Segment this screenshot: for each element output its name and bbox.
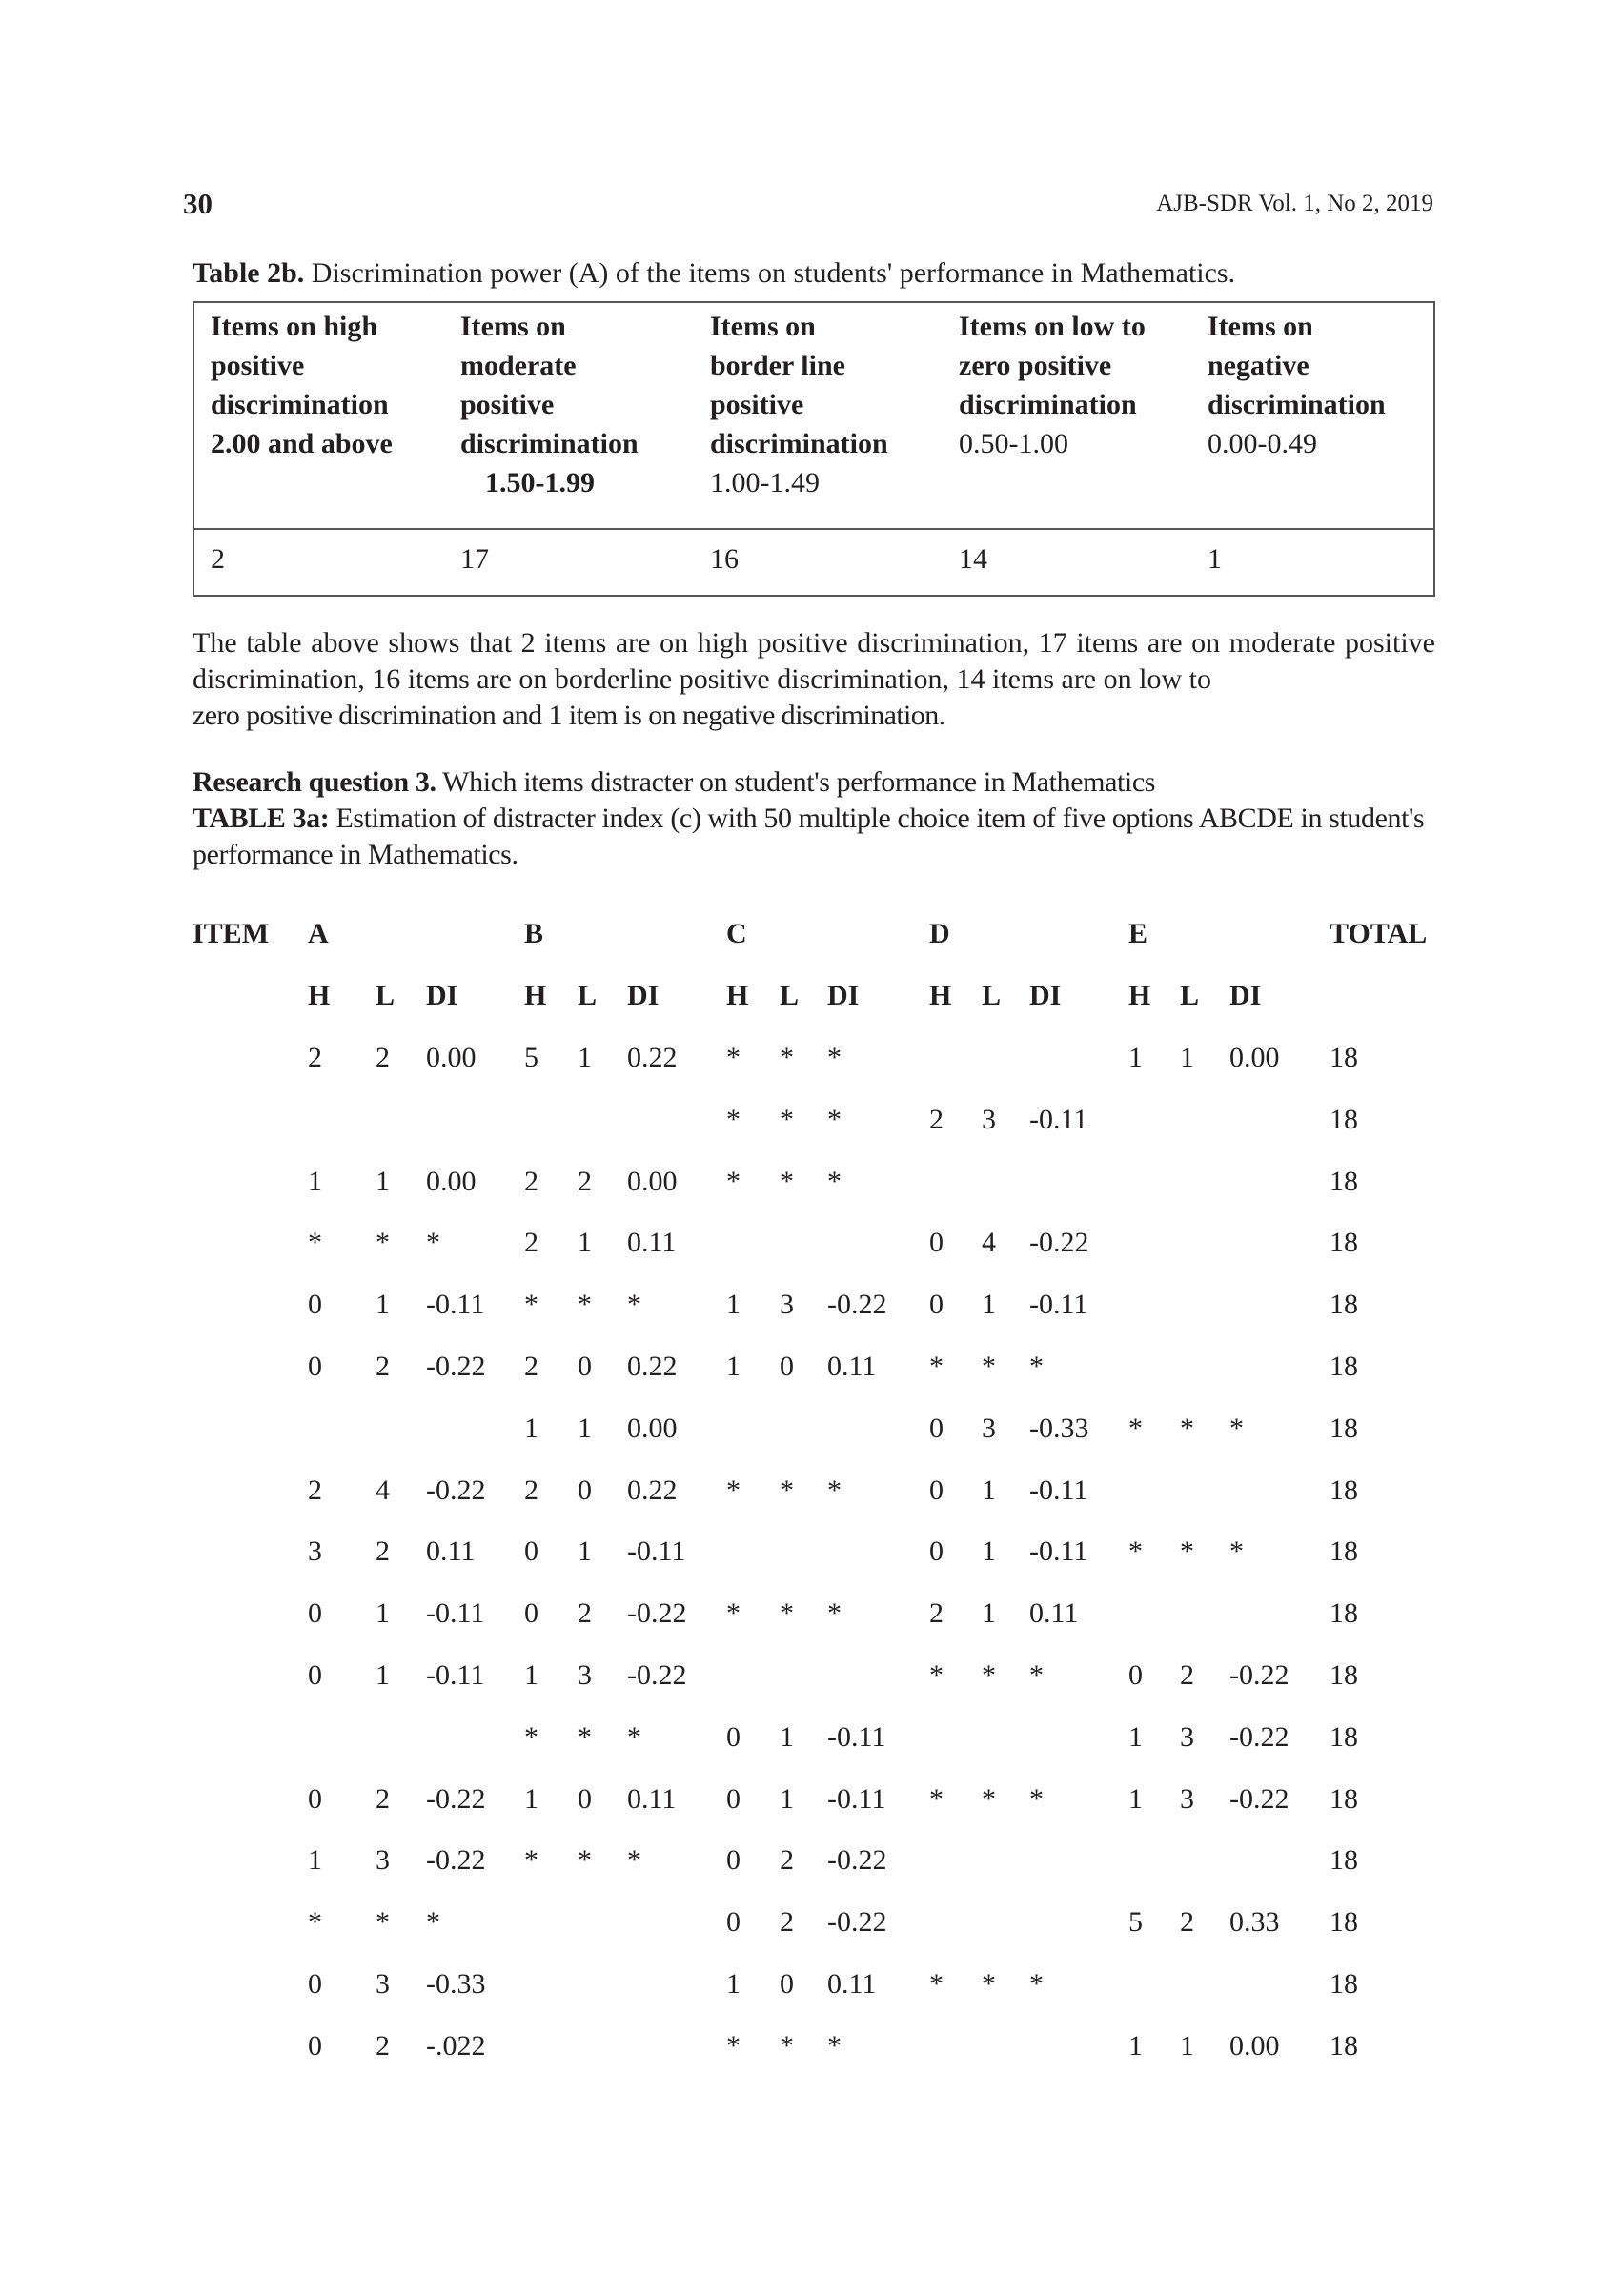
cell-d-di: -0.11 [1029,1474,1088,1506]
cell-e-h: 5 [1128,1906,1143,1939]
cell-b-di: * [627,1720,641,1753]
cell-b-l: 2 [578,1597,592,1630]
cell-b-l: * [578,1844,592,1877]
cell-c-di: -0.22 [827,1289,887,1321]
cell-a-di: * [426,1906,440,1939]
cell-total: 18 [1330,1720,1358,1753]
cell-a-l: 1 [376,1289,390,1321]
cell-e-di: -0.22 [1229,1782,1289,1815]
cell-e-h: 1 [1128,1042,1143,1073]
cell-a-di: 0.00 [426,1042,477,1073]
cell-c-di: -0.11 [827,1720,886,1753]
cell-a-di: -0.11 [426,1289,485,1321]
cell-d-h: * [929,1659,944,1691]
sub-header-l: L [376,980,396,1011]
cell-c-l: 0 [780,1968,794,2000]
header-line: Items on low to [959,311,1146,342]
cell-total: 18 [1330,1906,1358,1939]
header-range: 0.50-1.00 [959,428,1068,459]
cell-b-l: 3 [578,1659,592,1691]
cell-a-h: 0 [308,2029,322,2062]
sub-header-di: DI [1029,980,1062,1011]
cell-e-l: 1 [1180,2029,1194,2062]
table-2b-header-cell [710,307,888,502]
cell-total: 18 [1330,1165,1358,1197]
table-2b-value-row [194,528,1433,595]
table-2b-value: 14 [959,543,987,575]
header-range: 0.00-0.49 [1208,428,1317,459]
header-line: Items on [1208,311,1313,342]
cell-a-h: 3 [308,1535,322,1568]
research-question-text: Which items distracter on student's performance in Mathematics [436,766,1156,798]
cell-b-l: 0 [578,1351,592,1382]
cell-c-di: -0.22 [827,1906,887,1939]
item-header: ITEM [193,918,270,949]
cell-e-di: -0.22 [1229,1720,1289,1753]
cell-total: 18 [1330,1289,1358,1321]
cell-c-di: * [827,1042,842,1073]
cell-e-h: 1 [1128,1720,1143,1753]
sub-header-di: DI [627,980,660,1011]
cell-a-h: 0 [308,1782,322,1815]
cell-c-l: 2 [780,1906,794,1939]
cell-b-di: 0.00 [627,1412,678,1444]
sub-header-l: L [982,980,1002,1011]
cell-d-di: * [1029,1659,1044,1691]
header-line: positive [211,350,305,381]
cell-a-h: 0 [308,1968,322,2000]
sub-header-h: H [1128,980,1151,1011]
table-2b-header-cell [460,307,639,502]
cell-total: 18 [1330,1412,1358,1444]
cell-a-di: 0.00 [426,1165,477,1197]
cell-c-di: 0.11 [827,1351,877,1382]
cell-a-l: 3 [376,1844,390,1877]
cell-d-h: 2 [929,1103,944,1135]
cell-a-l: 2 [376,1351,390,1382]
cell-d-di: * [1029,1968,1044,2000]
cell-d-di: -0.22 [1029,1227,1089,1259]
cell-c-h: 0 [726,1782,741,1815]
cell-d-h: * [929,1968,944,2000]
header-line: discrimination [460,428,639,459]
cell-d-l: * [982,1659,996,1691]
table-2b-value: 1 [1208,543,1222,575]
option-header-d: D [929,918,950,949]
cell-b-l: * [578,1720,592,1753]
header-line: 2.00 and above [211,428,393,459]
cell-b-l: 2 [578,1165,592,1197]
cell-b-h: * [524,1289,538,1321]
cell-c-di: * [827,1474,842,1506]
cell-b-di: * [627,1289,641,1321]
header-line: Items on high [211,311,378,342]
cell-a-di: -0.22 [426,1782,486,1815]
cell-b-di: * [627,1844,641,1877]
cell-d-h: 0 [929,1289,944,1321]
cell-c-l: 3 [780,1289,794,1321]
cell-b-h: 1 [524,1412,538,1444]
total-header: TOTAL [1330,918,1428,949]
table-3a-label: TABLE 3a: [193,803,330,834]
cell-a-di: -.022 [426,2029,486,2062]
running-head: AJB-SDR Vol. 1, No 2, 2019 [1156,191,1433,216]
cell-a-l: 2 [376,1042,390,1073]
cell-e-h: 1 [1128,2029,1143,2062]
cell-b-l: 1 [578,1042,592,1073]
cell-d-di: * [1029,1351,1044,1382]
table-2b-caption [193,257,1235,290]
cell-b-di: -0.22 [627,1597,687,1630]
header-line: discrimination [211,389,389,420]
cell-c-h: * [726,1165,741,1197]
cell-b-di: 0.00 [627,1165,678,1197]
cell-e-di: 0.00 [1229,1042,1280,1073]
cell-c-l: 2 [780,1844,794,1877]
cell-d-h: 0 [929,1227,944,1259]
cell-b-h: 1 [524,1782,538,1815]
cell-e-l: 2 [1180,1659,1194,1691]
table-2b-header-row [194,303,1433,530]
cell-b-h: 1 [524,1659,538,1691]
cell-c-l: * [780,1474,794,1506]
cell-a-l: 2 [376,1782,390,1815]
header-line: border line [710,350,845,381]
cell-a-l: * [376,1227,390,1259]
body-paragraph [193,625,1435,734]
header-line: moderate [460,350,577,381]
cell-d-h: 0 [929,1474,944,1506]
cell-c-l: * [780,1042,794,1073]
cell-d-l: * [982,1351,996,1382]
cell-d-di: -0.11 [1029,1535,1088,1568]
cell-total: 18 [1330,1042,1358,1073]
cell-c-h: * [726,1042,741,1073]
cell-a-di: -0.11 [426,1597,485,1630]
cell-a-l: 4 [376,1474,390,1506]
cell-c-h: 1 [726,1289,741,1321]
cell-a-h: 1 [308,1165,322,1197]
cell-total: 18 [1330,1782,1358,1815]
cell-b-l: * [578,1289,592,1321]
table-2b-value: 2 [211,543,225,575]
cell-b-di: 0.11 [627,1227,677,1259]
cell-e-l: 3 [1180,1720,1194,1753]
header-line: positive [460,389,555,420]
cell-a-h: 0 [308,1351,322,1382]
cell-a-h: * [308,1906,322,1939]
cell-c-h: * [726,2029,741,2062]
cell-d-l: 3 [982,1412,996,1444]
cell-a-l: 2 [376,1535,390,1568]
cell-c-di: -0.22 [827,1844,887,1877]
cell-c-l: * [780,1165,794,1197]
cell-e-h: 0 [1128,1659,1143,1691]
sub-header-h: H [524,980,547,1011]
table-2b-value: 16 [710,543,739,575]
header-line: discrimination [710,428,888,459]
cell-a-h: 2 [308,1474,322,1506]
option-header-e: E [1128,918,1148,949]
research-question-label: Research question 3. [193,766,436,798]
cell-d-h: * [929,1351,944,1382]
page-number: 30 [183,187,213,220]
header-range: 1.00-1.49 [710,467,820,498]
sub-header-l: L [578,980,598,1011]
cell-total: 18 [1330,1535,1358,1568]
header-line: Items on [460,311,566,342]
cell-a-h: 0 [308,1659,322,1691]
cell-c-di: * [827,2029,842,2062]
cell-total: 18 [1330,2029,1358,2062]
option-header-b: B [524,918,544,949]
cell-total: 18 [1330,1659,1358,1691]
table-2b-header-cell [1208,307,1386,463]
cell-d-l: 3 [982,1103,996,1135]
sub-header-h: H [726,980,749,1011]
header-line: discrimination [959,389,1137,420]
cell-d-di: 0.11 [1029,1597,1079,1630]
cell-a-l: 3 [376,1968,390,2000]
cell-total: 18 [1330,1844,1358,1877]
cell-e-l: * [1180,1535,1194,1568]
cell-d-l: 1 [982,1597,996,1630]
cell-a-h: 0 [308,1597,322,1630]
cell-e-di: * [1229,1412,1244,1444]
sub-header-l: L [1180,980,1200,1011]
cell-b-l: 1 [578,1227,592,1259]
cell-a-h: * [308,1227,322,1259]
cell-e-l: 2 [1180,1906,1194,1939]
cell-total: 18 [1330,1103,1358,1135]
table-3a-caption-text: Estimation of distracter index (c) with 50 multiple choice item of five options ABCDE in student's performance in Mathematics. [193,803,1425,870]
cell-a-l: 2 [376,2029,390,2062]
cell-b-h: 0 [524,1597,538,1630]
cell-total: 18 [1330,1968,1358,2000]
cell-b-h: * [524,1844,538,1877]
cell-d-l: * [982,1968,996,2000]
cell-d-h: 0 [929,1412,944,1444]
cell-b-l: 1 [578,1412,592,1444]
cell-total: 18 [1330,1351,1358,1382]
cell-a-h: 0 [308,1289,322,1321]
cell-a-di: * [426,1227,440,1259]
table-2b-value: 17 [460,543,489,575]
sub-header-h: H [929,980,952,1011]
cell-e-h: * [1128,1412,1143,1444]
sub-header-di: DI [1229,980,1262,1011]
cell-d-l: 1 [982,1289,996,1321]
cell-total: 18 [1330,1227,1358,1259]
cell-c-di: * [827,1597,842,1630]
cell-c-h: 0 [726,1844,741,1877]
cell-e-di: -0.22 [1229,1659,1289,1691]
cell-c-di: 0.11 [827,1968,877,2000]
cell-c-h: 0 [726,1720,741,1753]
cell-b-h: 2 [524,1474,538,1506]
table-2b-header-cell [211,307,393,463]
cell-e-di: 0.00 [1229,2029,1280,2062]
cell-total: 18 [1330,1597,1358,1630]
header-line: discrimination [1208,389,1386,420]
cell-d-di: -0.11 [1029,1289,1088,1321]
cell-e-l: 3 [1180,1782,1194,1815]
cell-e-l: 1 [1180,1042,1194,1073]
cell-c-l: * [780,1597,794,1630]
cell-b-l: 0 [578,1782,592,1815]
cell-a-di: -0.22 [426,1474,486,1506]
cell-d-l: 1 [982,1474,996,1506]
cell-b-di: 0.22 [627,1474,678,1506]
cell-c-l: * [780,1103,794,1135]
table-2b-label: Table 2b. [193,257,305,289]
paragraph-line: zero positive discrimination and 1 item is on negative discrimination. [193,700,945,731]
cell-b-l: 0 [578,1474,592,1506]
cell-b-h: 2 [524,1227,538,1259]
paragraph-line: The table above shows that 2 items are on high positive discrimination, 17 items are on moderate positive discrimination, 16 items are on borderline positive discrimination, 14 items are on low to [193,627,1435,695]
research-question-block [193,764,1435,873]
cell-c-h: 1 [726,1968,741,2000]
cell-d-l: 1 [982,1535,996,1568]
cell-d-l: * [982,1782,996,1815]
cell-d-h: * [929,1782,944,1815]
cell-a-l: * [376,1906,390,1939]
cell-b-h: 2 [524,1351,538,1382]
option-header-a: A [308,918,329,949]
cell-total: 18 [1330,1474,1358,1506]
cell-c-di: * [827,1165,842,1197]
cell-c-di: * [827,1103,842,1135]
cell-d-di: -0.33 [1029,1412,1089,1444]
header-line: zero positive [959,350,1112,381]
cell-b-di: 0.22 [627,1042,678,1073]
cell-b-di: -0.11 [627,1535,686,1568]
cell-a-l: 1 [376,1659,390,1691]
cell-c-h: 0 [726,1906,741,1939]
table-2b-header-cell [959,307,1146,463]
table-2b [193,301,1435,597]
cell-b-di: 0.22 [627,1351,678,1382]
header-line: positive [710,389,804,420]
cell-c-l: 1 [780,1782,794,1815]
header-line: Items on [710,311,816,342]
cell-a-di: -0.22 [426,1351,486,1382]
cell-a-di: -0.33 [426,1968,486,2000]
cell-b-h: 2 [524,1165,538,1197]
cell-b-di: -0.22 [627,1659,687,1691]
table-2b-caption-text: Discrimination power (A) of the items on students' performance in Mathematics. [304,257,1236,289]
cell-e-di: 0.33 [1229,1906,1280,1939]
cell-c-l: 0 [780,1351,794,1382]
header-range: 1.50-1.99 [485,467,595,498]
cell-e-di: * [1229,1535,1244,1568]
cell-d-di: -0.11 [1029,1103,1088,1135]
cell-a-h: 2 [308,1042,322,1073]
cell-c-di: -0.11 [827,1782,886,1815]
cell-a-l: 1 [376,1597,390,1630]
cell-b-h: 0 [524,1535,538,1568]
cell-d-h: 2 [929,1597,944,1630]
cell-a-l: 1 [376,1165,390,1197]
cell-b-h: * [524,1720,538,1753]
header-line: negative [1208,350,1309,381]
cell-e-h: * [1128,1535,1143,1568]
cell-c-h: * [726,1474,741,1506]
cell-e-h: 1 [1128,1782,1143,1815]
sub-header-l: L [780,980,800,1011]
sub-header-di: DI [827,980,860,1011]
cell-a-di: -0.11 [426,1659,485,1691]
sub-header-h: H [308,980,331,1011]
cell-c-l: * [780,2029,794,2062]
cell-d-l: 4 [982,1227,996,1259]
cell-a-di: 0.11 [426,1535,476,1568]
cell-c-h: * [726,1103,741,1135]
cell-c-l: 1 [780,1720,794,1753]
cell-b-h: 5 [524,1042,538,1073]
cell-a-h: 1 [308,1844,322,1877]
option-header-c: C [726,918,747,949]
cell-b-l: 1 [578,1535,592,1568]
cell-d-di: * [1029,1782,1044,1815]
cell-b-di: 0.11 [627,1782,677,1815]
cell-c-h: * [726,1597,741,1630]
sub-header-di: DI [426,980,458,1011]
cell-c-h: 1 [726,1351,741,1382]
cell-a-di: -0.22 [426,1844,486,1877]
cell-e-l: * [1180,1412,1194,1444]
cell-d-h: 0 [929,1535,944,1568]
